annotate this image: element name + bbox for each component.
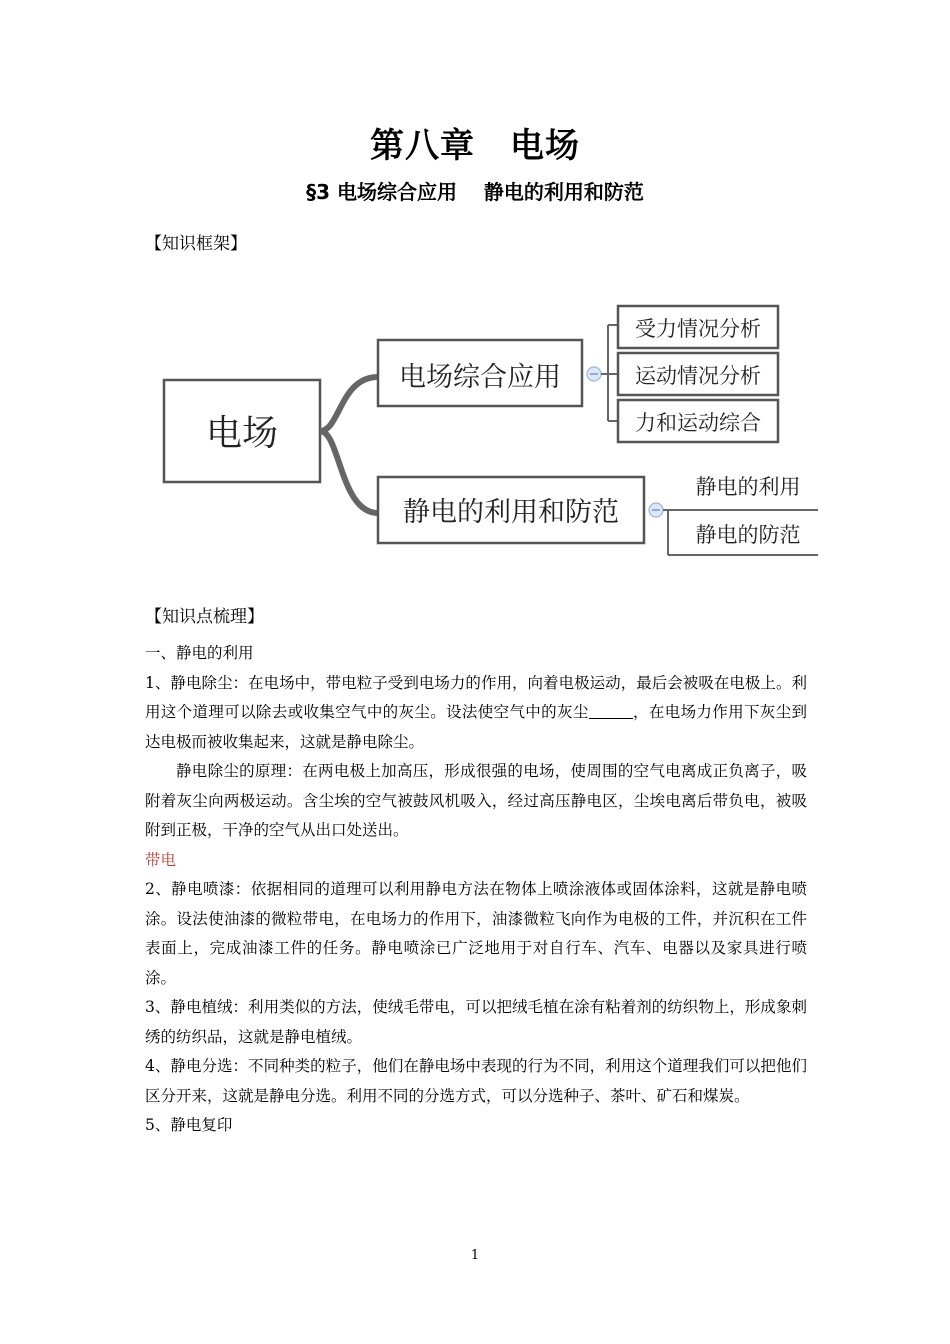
mindmap-root-label: 电场	[205, 413, 279, 454]
item-1-part-a: 1、静电除尘：在电场中，带电粒子受到电场力的作用，向着电极运动，最后会被吸在电极上。利用这个道理可以除去或收集空气中的灰尘。设法使空气中的灰尘	[145, 673, 807, 721]
fill-blank	[589, 704, 633, 719]
item-2: 2、静电喷漆：依据相同的道理可以利用静电方法在物体上喷涂液体或固体涂料，这就是静电喷涂。设法使油漆的微粒带电，在电场力的作用下，油漆微粒飞向作为电极的工件，并沉积在工件表面上，完成油漆工件的任务。静电喷涂已广泛地用于对自行车、汽车、电器以及家具进行喷涂。	[145, 880, 807, 987]
mindmap-b1-child-2: 运动情况分析	[635, 364, 761, 388]
page-number: 1	[470, 1248, 480, 1263]
answer-note: 带电	[145, 850, 177, 869]
item-1-principle: 静电除尘的原理：在两电极上加高压，形成很强的电场，使周围的空气电离成正负离子，吸附着灰尘向两极运动。含尘埃的空气被鼓风机吸入，经过高压静电区，尘埃电离后带负电，被吸附到正极，干净的空气从出口处送出。	[145, 762, 807, 839]
item-4: 4、静电分选：不同种类的粒子，他们在静电场中表现的行为不同，利用这个道理我们可以把他们区分开来，这就是静电分选。利用不同的分选方式，可以分选种子、茶叶、矿石和煤炭。	[145, 1057, 807, 1105]
mindmap-b1-child-1: 受力情况分析	[635, 317, 761, 341]
knowledge-points	[145, 639, 807, 1141]
framework-heading: 【知识框架】	[145, 234, 247, 254]
mind-map	[150, 285, 830, 575]
mindmap-branch2-label: 静电的利用和防范	[403, 497, 619, 528]
item-1	[145, 669, 807, 758]
mindmap-connector-lower	[320, 431, 378, 513]
item-5: 5、静电复印	[145, 1116, 233, 1134]
chapter-title: 第八章 电场	[370, 126, 580, 166]
section-subtitle: §3 电场综合应用 静电的利用和防范	[306, 180, 644, 204]
mindmap-connector-b1	[601, 325, 618, 421]
mindmap-b2-child-2: 静电的防范	[695, 523, 801, 547]
mindmap-b1-child-3: 力和运动综合	[635, 411, 761, 435]
section1-title: 一、静电的利用	[145, 644, 254, 662]
mindmap-branch1-label: 电场综合应用	[399, 362, 561, 393]
item-1-part-b: ，在电场力作用下灰尘到达电极而被收集起来，这就是静电除尘。	[145, 703, 807, 751]
points-heading: 【知识点梳理】	[145, 607, 264, 627]
mindmap-connector-upper	[320, 377, 378, 431]
mindmap-b2-child-1: 静电的利用	[695, 475, 801, 499]
item-3: 3、静电植绒：利用类似的方法，使绒毛带电，可以把绒毛植在涂有粘着剂的纺织物上，形成象刺绣的纺织品，这就是静电植绒。	[145, 998, 807, 1046]
